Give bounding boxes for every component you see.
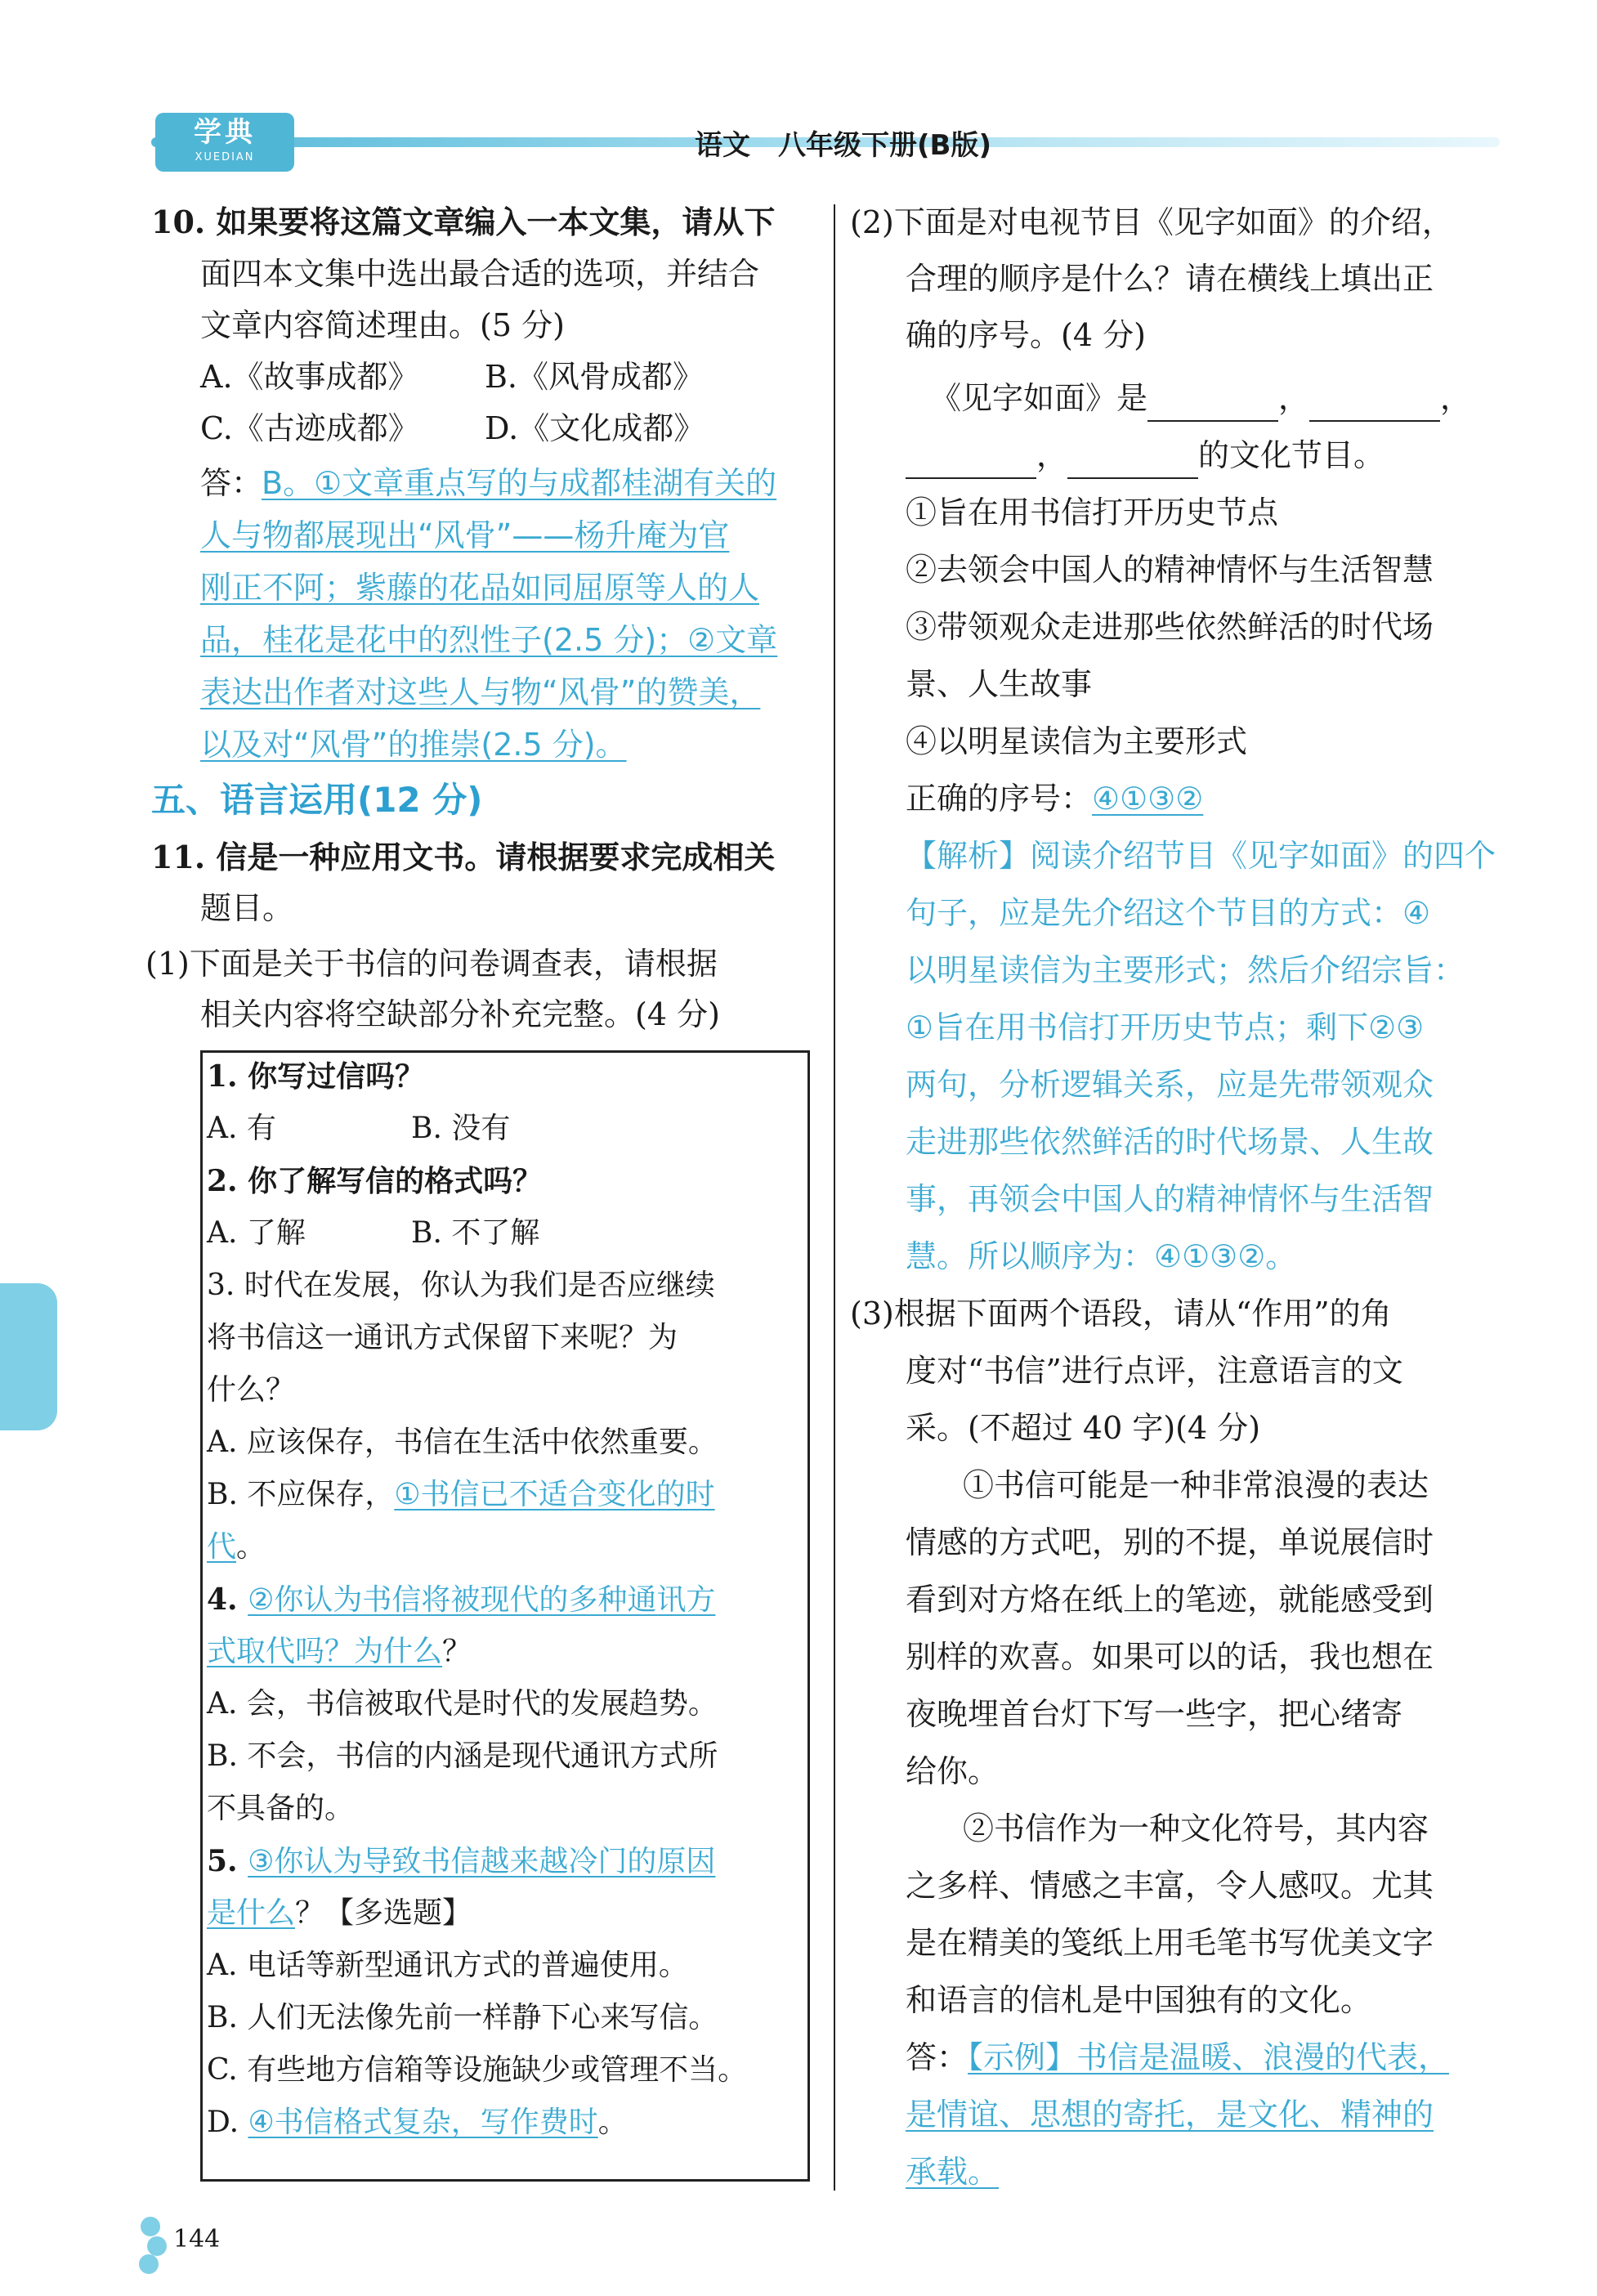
q11-line-1: 11. 信是一种应用文书。请根据要求完成相关 xyxy=(151,839,776,875)
q11-3-line: 度对“书信”进行点评，注意语言的文 xyxy=(906,1353,1403,1389)
blank-1 xyxy=(1147,384,1278,422)
q10-answer-line: 表达出作者对这些人与物“风骨”的赞美， xyxy=(200,674,761,710)
q10-option-d: D.《文化成都》 xyxy=(485,410,705,446)
survey-q4-answer: ②你认为书信将被现代的多种通讯方 xyxy=(248,1583,716,1617)
survey-q1-option-b: B. 没有 xyxy=(411,1112,511,1145)
analysis-line: 【解析】阅读介绍节目《见字如面》的四个 xyxy=(906,838,1496,874)
paragraph-1-line: ①书信可能是一种非常浪漫的表达 xyxy=(963,1467,1429,1503)
q10-answer-line: 人与物都展现出“风骨”——杨升庵为官 xyxy=(200,517,730,553)
section-title: 五、语言运用(12 分) xyxy=(151,780,483,820)
order-answer: ④①③② xyxy=(1092,781,1204,817)
answer-line: 【示例】书信是温暖、浪漫的代表， xyxy=(968,2039,1450,2075)
q11-2-fill-line-2 xyxy=(906,432,1385,479)
q10-answer-line: B。①文章重点写的与成都桂湖有关的 xyxy=(262,465,777,501)
publisher-logo xyxy=(155,113,294,172)
survey-q5-option-a: A. 电话等新型通讯方式的普遍使用。 xyxy=(207,1949,688,1982)
logo-text: 学典 xyxy=(194,116,256,149)
survey-q3-end: 。 xyxy=(236,1530,266,1564)
q11-2-item: ①旨在用书信打开历史节点 xyxy=(906,495,1279,530)
paragraph-2-line: 和语言的信札是中国独有的文化。 xyxy=(906,1982,1372,2018)
survey-q4-end: ？ xyxy=(442,1635,472,1668)
q11-sub1-line-1: (1)下面是关于书信的问卷调查表，请根据 xyxy=(145,946,718,982)
q11-2-item: ④以明星读信为主要形式 xyxy=(906,723,1248,759)
page-number-decoration xyxy=(139,2217,172,2274)
paragraph-1-line: 看到对方烙在纸上的笔迹，就能感受到 xyxy=(906,1582,1434,1618)
survey-q3-option-a: A. 应该保存，书信在生活中依然重要。 xyxy=(207,1425,718,1459)
survey-q3-line: 3. 时代在发展，你认为我们是否应继续 xyxy=(207,1269,715,1302)
dot xyxy=(141,2217,160,2236)
blank-3 xyxy=(906,441,1036,479)
q10-option-c: C.《古迹成都》 xyxy=(200,410,419,446)
survey-q5-option-d-end: 。 xyxy=(597,2106,628,2139)
survey-q1: 1. 你写过信吗？ xyxy=(207,1059,425,1094)
q11-2-item: ③带领观众走进那些依然鲜活的时代场 xyxy=(906,609,1434,645)
q11-3-line: (3)根据下面两个语段，请从“作用”的角 xyxy=(850,1296,1392,1332)
fill-comma: ， xyxy=(1440,380,1472,416)
survey-q2-option-b: B. 不了解 xyxy=(411,1216,540,1250)
paragraph-2-line: 是在精美的笺纸上用毛笔书写优美文字 xyxy=(906,1925,1434,1961)
q10-answer-prefix: 答： xyxy=(200,465,263,501)
q11-3-line: 采。(不超过 40 字)(4 分) xyxy=(906,1410,1261,1446)
order-prefix: 正确的序号： xyxy=(906,781,1093,817)
survey-q5-option-c: C. 有些地方信箱等设施缺少或管理不当。 xyxy=(207,2053,748,2087)
q10-line-2: 面四本文集中选出最合适的选项，并结合 xyxy=(200,256,760,292)
paragraph-2-line: 之多样、情感之丰富，令人感叹。尤其 xyxy=(906,1868,1434,1904)
paragraph-1-line: 夜晚埋首台灯下写一些字，把心绪寄 xyxy=(906,1696,1403,1732)
q10-answer-line: 品，桂花是花中的烈性子(2.5 分)；②文章 xyxy=(200,622,778,658)
q11-line-2: 题目。 xyxy=(200,890,294,926)
survey-q4-answer-cont: 式取代吗？为什么 xyxy=(207,1635,443,1668)
survey-q4-number: 4. xyxy=(207,1582,248,1617)
answer-prefix: 答： xyxy=(906,2039,968,2075)
side-tab xyxy=(0,1283,57,1430)
survey-q4-option-a: A. 会，书信被取代是时代的发展趋势。 xyxy=(207,1687,718,1721)
survey-q4-option-b: B. 不会，书信的内涵是现代通讯方式所 xyxy=(207,1739,718,1773)
fill-end: 的文化节目。 xyxy=(1198,437,1385,473)
book-title: 语文 八年级下册(B版) xyxy=(695,129,991,162)
analysis-line: 以明星读信为主要形式；然后介绍宗旨： xyxy=(906,952,1465,988)
survey-q5-answer-cont: 是什么 xyxy=(207,1896,296,1930)
analysis-line: 句子，应是先介绍这个节目的方式：④ xyxy=(906,895,1431,931)
survey-q4-option-b-cont: 不具备的。 xyxy=(207,1792,355,1825)
q11-sub1-line-2: 相关内容将空缺部分补充完整。(4 分) xyxy=(200,996,720,1032)
paragraph-1-line: 情感的方式吧，别的不提，单说展信时 xyxy=(906,1524,1434,1560)
q11-2-line: 确的序号。(4 分) xyxy=(906,317,1146,353)
survey-q3-line: 什么？ xyxy=(207,1373,296,1407)
q11-2-order xyxy=(906,775,1203,822)
dot xyxy=(139,2254,159,2274)
survey-q5-option-d-prefix: D. xyxy=(207,2106,248,2139)
answer-line: 是情谊、思想的寄托，是文化、精神的 xyxy=(906,2097,1434,2133)
q11-2-fill-line-1 xyxy=(930,374,1471,422)
survey-q5-cont xyxy=(207,1891,472,1936)
fill-comma: ， xyxy=(1278,380,1310,416)
analysis-line: 两句，分析逻辑关系，应是先带领观众 xyxy=(906,1067,1434,1103)
blank-2 xyxy=(1309,384,1440,422)
paragraph-1-line: 别样的欢喜。如果可以的话，我也想在 xyxy=(906,1639,1434,1675)
survey-q2-option-a: A. 了解 xyxy=(207,1216,306,1250)
q11-2-line: 合理的顺序是什么？请在横线上填出正 xyxy=(906,261,1434,297)
blank-4 xyxy=(1067,441,1198,479)
survey-q4 xyxy=(207,1578,715,1622)
logo-subtext: XUEDIAN xyxy=(195,151,255,163)
q10-line-1: 10. 如果要将这篇文章编入一本文集，请从下 xyxy=(151,204,776,240)
survey-q3-option-b xyxy=(207,1473,715,1517)
survey-q3-answer: ①书信已不适合变化的时 xyxy=(394,1478,715,1511)
analysis-line: 慧。所以顺序为：④①③②。 xyxy=(906,1238,1297,1274)
q10-option-a: A.《故事成都》 xyxy=(200,359,419,395)
paragraph-2-line: ②书信作为一种文化符号，其内容 xyxy=(963,1810,1429,1846)
page-number: 144 xyxy=(173,2225,221,2253)
analysis-line: ①旨在用书信打开历史节点；剩下②③ xyxy=(906,1009,1425,1045)
survey-q3-line: 将书信这一通讯方式保留下来呢？为 xyxy=(207,1321,678,1354)
survey-q3-option-b-prefix: B. 不应保存， xyxy=(207,1478,395,1511)
survey-q5-option-b: B. 人们无法像先前一样静下心来写信。 xyxy=(207,2001,718,2034)
survey-q5-option-d xyxy=(207,2101,628,2145)
q10-option-b: B.《风骨成都》 xyxy=(485,359,705,395)
survey-q1-option-a: A. 有 xyxy=(207,1112,276,1145)
answer-line: 承载。 xyxy=(906,2154,1000,2190)
survey-q4-cont xyxy=(207,1630,472,1674)
q10-line-3: 文章内容简述理由。(5 分) xyxy=(200,307,565,343)
q11-2-item: 景、人生故事 xyxy=(906,666,1093,702)
q10-answer-line: 刚正不阿；紫藤的花品如同屈原等人的人 xyxy=(200,570,760,606)
q11-2-item: ②去领会中国人的精神情怀与生活智慧 xyxy=(906,552,1434,588)
survey-q3-answer-cont: 代 xyxy=(207,1530,237,1564)
survey-q5 xyxy=(207,1839,715,1884)
analysis-line: 事，再领会中国人的精神情怀与生活智 xyxy=(906,1181,1434,1217)
column-divider xyxy=(834,204,835,2191)
fill-comma: ， xyxy=(1036,437,1068,473)
survey-q5-number: 5. xyxy=(207,1844,248,1878)
dot xyxy=(147,2236,167,2256)
survey-table xyxy=(200,1050,810,2182)
q11-3-answer xyxy=(906,2034,1449,2081)
q11-2-line: (2)下面是对电视节目《见字如面》的介绍， xyxy=(850,204,1453,240)
q10-answer-line: 以及对“风骨”的推崇(2.5 分)。 xyxy=(200,727,627,763)
analysis-line: 走进那些依然鲜活的时代场景、人生故 xyxy=(906,1124,1434,1160)
survey-q5-option-d-answer: ④书信格式复杂，写作费时 xyxy=(248,2106,598,2139)
survey-q5-end: ？【多选题】 xyxy=(295,1896,472,1930)
fill-start: 《见字如面》是 xyxy=(930,380,1148,416)
survey-q3-option-b-cont xyxy=(207,1525,266,1569)
survey-q5-answer: ③你认为导致书信越来越冷门的原因 xyxy=(248,1845,716,1878)
survey-q2: 2. 你了解写信的格式吗？ xyxy=(207,1164,543,1198)
paragraph-1-line: 给你。 xyxy=(906,1753,1000,1789)
